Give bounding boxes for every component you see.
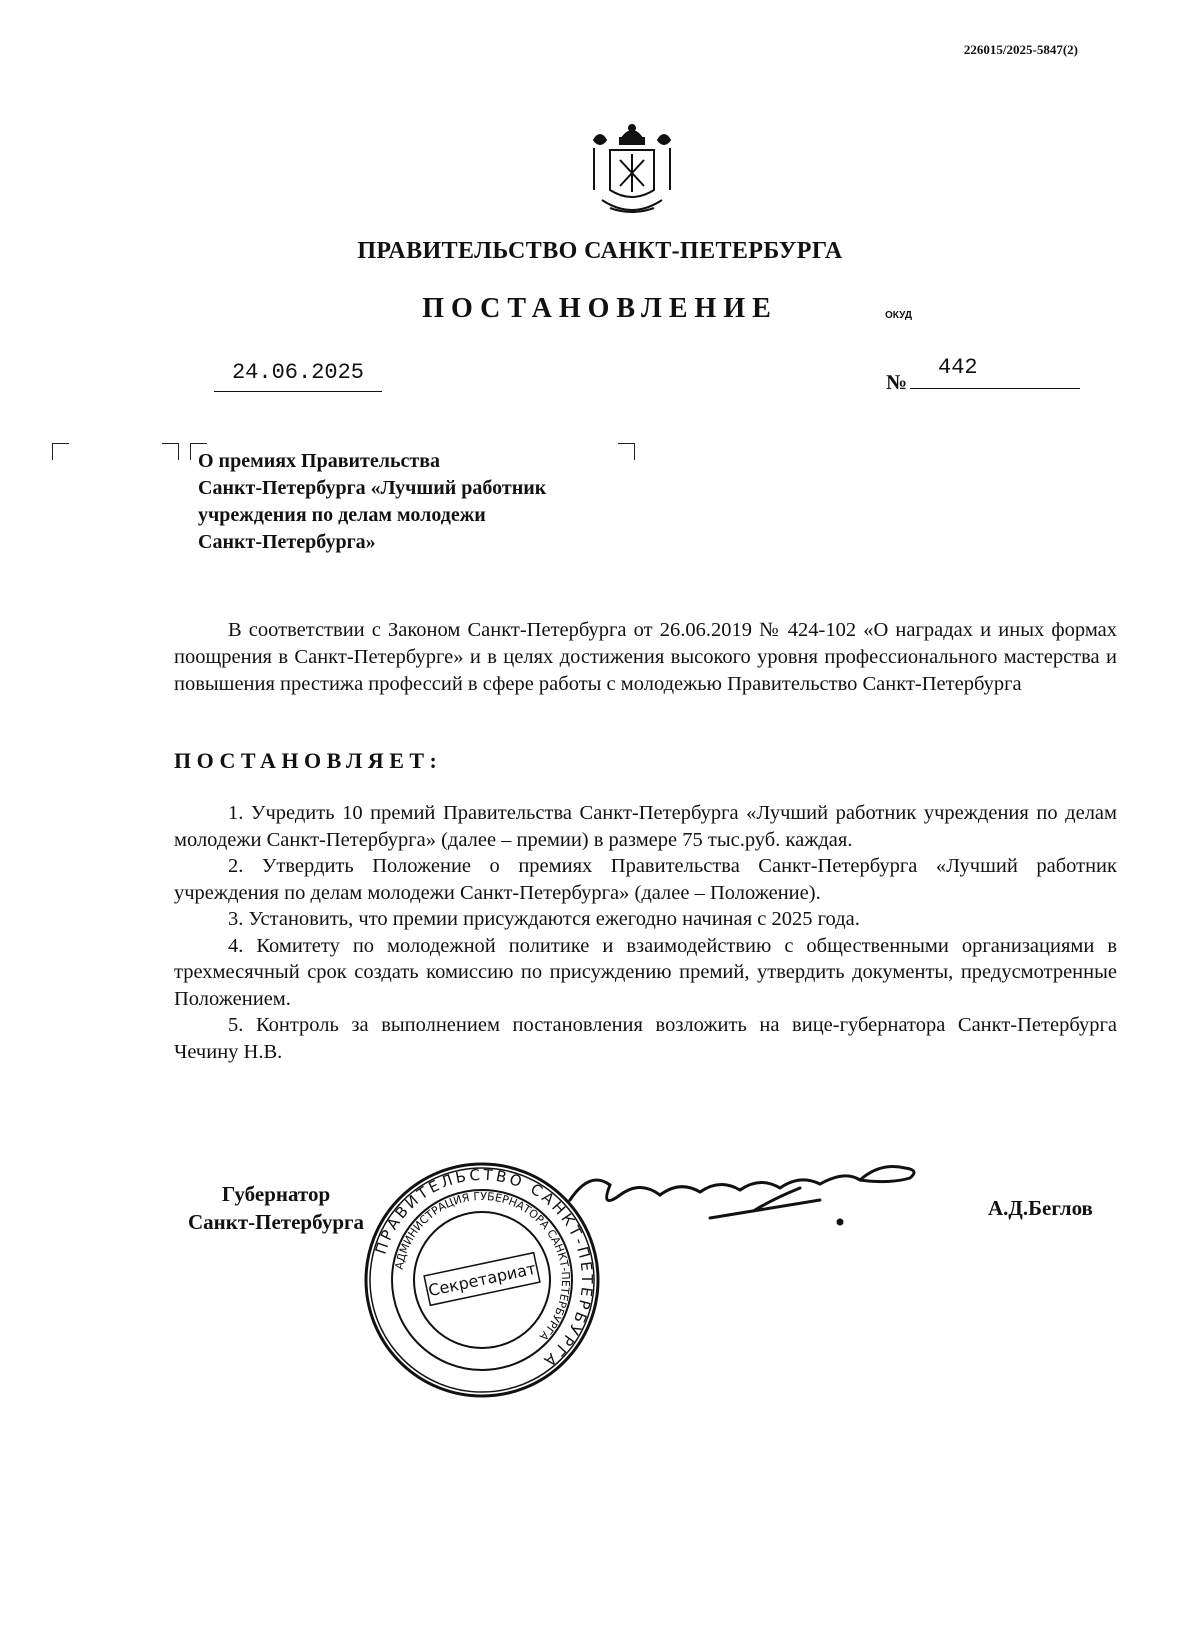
- date-underline: [214, 391, 382, 392]
- resolution-item: 5. Контроль за выполнением постановления возложить на вице-губернатора Санкт-Петербурга Чечину Н.В.: [174, 1014, 1117, 1063]
- subject-line: Санкт-Петербурга»: [198, 531, 376, 553]
- resolution-item: 1. Учредить 10 премий Правительства Санкт-Петербурга «Лучший работник учреждения по делам молодежи Санкт-Петербурга» (далее – премии) в размере 75 тыс.руб. каждая.: [174, 802, 1117, 851]
- signatory-title-line: Губернатор: [221, 1182, 331, 1206]
- official-stamp: [362, 1160, 602, 1400]
- government-name: ПРАВИТЕЛЬСТВО САНКТ-ПЕТЕРБУРГА: [357, 238, 843, 264]
- stamp-inner-text: АДМИНИСТРАЦИЯ ГУБЕРНАТОРА САНКТ-ПЕТЕРБУРГА: [392, 1189, 573, 1343]
- subject-line: Санкт-Петербурга «Лучший работник: [198, 477, 547, 499]
- signer-name: А.Д.Беглов: [988, 1196, 1093, 1220]
- document-subject: [198, 448, 638, 556]
- address-corner-mark: [52, 443, 69, 460]
- document-number: 442: [938, 355, 978, 380]
- number-underline: [910, 388, 1080, 389]
- stamp-outer-text: ПРАВИТЕЛЬСТВО САНКТ-ПЕТЕРБУРГА: [371, 1165, 597, 1372]
- document-type: ПОСТАНОВЛЕНИЕ: [422, 293, 778, 324]
- handwritten-signature: [560, 1140, 960, 1260]
- address-corner-mark: [162, 443, 179, 460]
- signatory-title-line: Санкт-Петербурга: [187, 1210, 365, 1234]
- okud-label: ОКУД: [885, 310, 912, 321]
- resolution-item: 4. Комитету по молодежной политике и взаимодействию с общественными организациями в трехмесячный срок создать комиссию по присуждению премий, утвердить документы, предусмотренные Положением.: [174, 934, 1117, 1010]
- stamp-center-text: Секретариат: [426, 1258, 538, 1301]
- registration-number: 226015/2025-5847(2): [963, 42, 1078, 57]
- number-label: №: [886, 370, 908, 394]
- preamble-paragraph: В соответствии с Законом Санкт-Петербурга от 26.06.2019 № 424-102 «О наградах и иных формах поощрения в Санкт-Петербурге» и в целях достижения высокого уровня профессионального мастерства и повышения престижа профессий в сфере работы с молодежью Правительство Санкт-Петербурга: [174, 619, 1117, 695]
- subject-line: О премиях Правительства: [198, 450, 441, 472]
- signatory-title: [176, 1180, 376, 1236]
- resolution-item: 3. Установить, что премии присуждаются ежегодно начиная с 2025 года.: [228, 908, 860, 930]
- coat-of-arms-icon: [580, 120, 684, 224]
- document-date: 24.06.2025: [231, 360, 365, 385]
- decides-heading: ПОСТАНОВЛЯЕТ:: [174, 748, 443, 773]
- resolution-items: [174, 800, 1117, 1065]
- subject-line: учреждения по делам молодежи: [198, 504, 486, 526]
- resolution-item: 2. Утвердить Положение о премиях Правительства Санкт-Петербурга «Лучший работник учреждения по делам молодежи Санкт-Петербурга» (далее – Положение).: [174, 855, 1117, 904]
